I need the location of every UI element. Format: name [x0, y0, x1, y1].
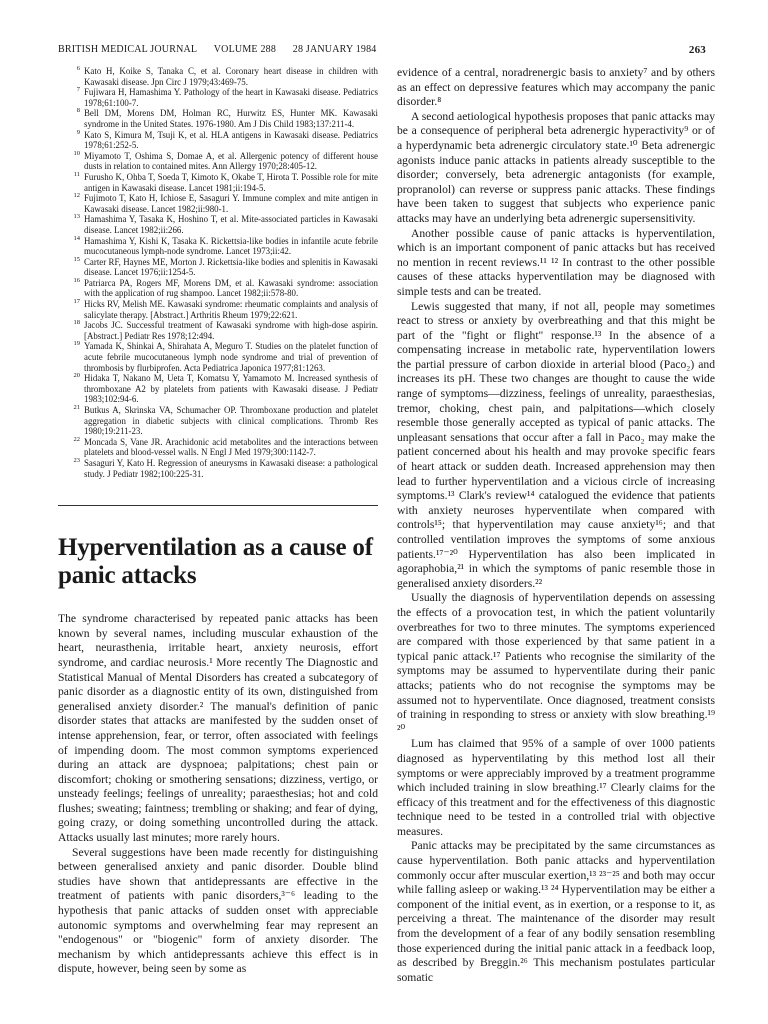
reference-item [58, 373, 378, 405]
reference-text: Miyamoto T, Oshima S, Domae A, et al. Allergenic potency of different house dusts in relation to contained mites. Ann Allergy 1970;28:405-12. [84, 150, 378, 172]
reference-number: 12 [73, 192, 80, 200]
page-number: 263 [688, 44, 706, 56]
reference-item [58, 236, 378, 257]
reference-number: 19 [73, 340, 80, 348]
issue-date: 28 JANUARY 1984 [292, 44, 377, 55]
reference-item [58, 458, 378, 479]
reference-number: 13 [73, 213, 80, 221]
body-paragraph: Panic attacks may be precipitated by the same circumstances as cause hyperventilation. Both panic attacks and hyperventilation commonly occur after muscular exertion,¹³ ²³⁻²⁵ and both may occur while falling asleep or waking.¹³ ²⁴ Hyperventilation may be either a component of the initial event, as in exertion, or a response to it, as perceiving a threat. The maintenance of the disorder may result from the development of a fear of any bodily sensation resembling those experienced during the initial panic attack in a feedback loop, as described by Breggin.²⁶ This mechanism postulates particular somatic [397, 839, 715, 984]
reference-text: Yamada K, Shinkai A, Shirahata A, Meguro T. Studies on the platelet function of acute febrile mucocutaneous lymph node syndrome and trial of prevention of thrombosis by flurbiprofen. Acta Pediatrica Japonica 1977;81:1263. [84, 341, 378, 373]
reference-item [58, 130, 378, 151]
reference-number: 23 [73, 456, 80, 464]
header-left [58, 44, 391, 55]
left-column [58, 66, 378, 977]
reference-item [58, 87, 378, 108]
reference-item [58, 151, 378, 172]
reference-text: Hicks RV, Melish ME. Kawasaki syndrome: rheumatic complaints and analysis of salicylate therapy. [Abstract.] Arthritis Rheum 1979;22:621. [84, 299, 378, 320]
reference-item [58, 66, 378, 87]
reference-text: Bell DM, Morens DM, Holman RC, Hurwitz ES, Hunter MK. Kawasaki syndrome in the United States. 1976-1980. Am J Dis Child 1983;137:211-4. [84, 108, 378, 129]
reference-item [58, 437, 378, 458]
reference-number: 8 [76, 107, 80, 115]
article-body-right [397, 66, 715, 985]
reference-text: Moncada S, Vane JR. Arachidonic acid metabolites and the interactions between platelets and blood-vessel walls. N Engl J Med 1979;300:1142-7. [84, 436, 378, 458]
body-paragraph: Several suggestions have been made recently for distinguishing between generalised anxiety and panic disorder. Double blind studies have shown that antidepressants are effective in the treatment of patients with panic disorders,³⁻⁶ leading to the hypothesis that panic attacks of sudden onset with appreciable autonomic symptoms and overwhelming fear may represent an "endogenous" or "biogenic" form of anxiety disorder. The mechanism by which antidepressants achieve this effect is in dispute, however, being seen by some as [58, 845, 378, 976]
reference-text: Hidaka T, Nakano M, Ueta T, Komatsu Y, Yamamoto M. Increased synthesis of thromboxane A2 by platelets from patients with Kawasaki disease. J Pediatr 1983;102:94-6. [84, 373, 378, 405]
reference-item [58, 278, 378, 299]
reference-number: 15 [73, 255, 80, 263]
reference-text: Kato H, Koike S, Tanaka C, et al. Coronary heart disease in children with Kawasaki disease. Jpn Circ J 1979;43:469-75. [84, 66, 378, 87]
reference-number: 21 [73, 404, 80, 411]
reference-number: 20 [73, 372, 80, 380]
reference-item [58, 405, 378, 437]
reference-text: Hamashima Y, Tasaka K, Hoshino T, et al. Mite-associated particles in Kawasaki disease. Lancet 1982;ii:266. [84, 214, 378, 235]
reference-item [58, 320, 378, 341]
reference-text: Sasaguri Y, Kato H. Regression of aneurysms in Kawasaki disease: a pathological study. J Pediatr 1982;100:225-31. [84, 457, 378, 479]
reference-number: 17 [73, 298, 80, 306]
reference-number: 9 [76, 128, 80, 136]
reference-item [58, 172, 378, 193]
article-title: Hyperventilation as a cause of panic attacks [58, 534, 373, 590]
reference-list [58, 66, 378, 479]
volume: VOLUME 288 [213, 44, 277, 55]
reference-number: 10 [73, 149, 80, 157]
reference-text: Carter RF, Haynes ME, Morton J. Rickettsia-like bodies and splenitis in Kawasaki disease. Lancet 1976;ii:1254-5. [84, 256, 378, 278]
section-divider [58, 505, 378, 506]
reference-item [58, 341, 378, 373]
body-paragraph: Lewis suggested that many, if not all, people may sometimes react to stress or anxiety by overbreathing and that this might be part of the "fight or flight" response.¹³ In the absence of a compensating increase in metabolic rate, hyperventilation lowers the partial pressure of carbon dioxide in arterial blood (Paco₂) and increases its pH. These two changes are thought to cause the wide range of symptoms—dizziness, feelings of unreality, paraesthesias, tremor, choking, chest pain, and palpitations—which closely resemble those generally accepted as typical of panic attacks. The unpleasant sensations that occur after a fall in Paco₂ may make the patient concerned about his health and may provoke specific fears of heart attack or sudden death. Increased apprehension may then lead to further hyperventilation and a vicious circle of increasing symptoms.¹³ Clark's review¹⁴ catalogued the evidence that patients with anxiety neuroses hyperventilate when compared with controls¹⁵; that hyperventilation may cause anxiety¹⁶; and that controlled ventilation improves the symptoms of some anxious patients.¹⁷⁻²⁰ Hyperventilation has also been implicated in agoraphobia,²¹ in which the symptoms of panic resemble those in generalised anxiety disorders.²² [397, 299, 715, 590]
reference-text: Furusho K, Ohba T, Soeda T, Kimoto K, Okabe T, Hirota T. Possible role for mite antigen in Kawasaki disease. Lancet 1981;ii:194-5. [84, 171, 378, 193]
reference-text: Fujimoto T, Kato H, Ichiose E, Sasaguri Y. Immune complex and mite antigen in Kawasaki disease. Lancet 1982;ii:980-1. [84, 193, 378, 214]
body-paragraph: A second aetiological hypothesis proposes that panic attacks may be a consequence of peripheral beta adrenergic hyperactivity⁹ or of a hyperdynamic beta adrenergic circulatory state.¹⁰ Beta adrenergic agonists induce panic attacks in patients already susceptible to the disorder; conversely, beta adrenergic antagonists (for example, propranolol) can reverse or suppress panic attacks. These findings have been taken to suggest that subjects who experience panic attacks may have an underlying beta adrenergic supersensitivity. [397, 109, 715, 225]
reference-number: 7 [76, 86, 80, 94]
body-paragraph: evidence of a central, noradrenergic basis to anxiety⁷ and by others as an effect on depressive features which may accompany the panic disorder.⁸ [397, 66, 715, 109]
reference-text: Fujiwara H, Hamashima Y. Pathology of the heart in Kawasaki disease. Pediatrics 1978;61:100-7. [84, 87, 378, 108]
body-paragraph: Lum has claimed that 95% of a sample of over 1000 patients diagnosed as hyperventilating by this method lost all their symptoms or were appreciably improved by a treatment programme which included training in slow breathing.¹⁷ Clearly claims for the efficacy of this treatment and for the effectiveness of this diagnostic technique need to be tested in a controlled trial with objective measures. [397, 737, 715, 838]
reference-item [58, 299, 378, 320]
body-paragraph: The syndrome characterised by repeated panic attacks has been known by several names, including muscular exhaustion of the heart, neurasthenia, irritable heart, anxiety neurosis, effort syndrome, and cardiac neurosis.¹ More recently The Diagnostic and Statistical Manual of Mental Disorders has created a subcategory of panic disorder as a diagnostic entity of its own, distinguished from generalised anxiety disorder.² The manual's definition of panic disorder states that attacks are manifested by the sudden onset of intense apprehension, fear, or terror, often associated with feelings of impending doom. The most common symptoms experienced during an attack are dyspnoea; palpitations; chest pain or discomfort; choking or smothering sensations; dizziness, vertigo, or unsteady feelings; feelings of unreality; paraesthesias; hot and cold flushes; sweating; faintness; trembling or shaking; and fear of dying, going crazy, or doing something uncontrolled during the attack. Attacks usually last minutes; more rarely hours. [58, 612, 378, 845]
running-header [58, 44, 706, 58]
reference-text: Hamashima Y, Kishi K, Tasaka K. Rickettsia-like bodies in infantile acute febrile mucocutaneous lymph-node syndrome. Lancet 1973;ii:42. [84, 235, 378, 257]
reference-number: 18 [73, 319, 80, 327]
body-paragraph: Usually the diagnosis of hyperventilation depends on assessing the effects of a provocation test, in which the patient voluntarily overbreathes for two to three minutes. The symptoms experienced are compared with those experienced by that same patient in a typical panic attack.¹⁷ Patients who recognise the similarity of the symptoms may be assumed to hyperventilate during their panic attacks; patients who do not recognise the symptoms may be assumed not to hyperventilate. Once diagnosed, treatment consists of training in responding to stress or anxiety with slow breathing.¹⁹ ²⁰ [397, 591, 715, 736]
reference-text: Butkus A, Skrinska VA, Schumacher OP. Thromboxane production and platelet aggregation in diabetic subjects with clinical complications. Thromb Res 1980;19:211-23. [84, 405, 378, 437]
reference-text: Kato S, Kimura M, Tsuji K, et al. HLA antigens in Kawasaki disease. Pediatrics 1978;61:252-5. [84, 129, 378, 151]
reference-number: 6 [76, 65, 80, 72]
reference-item [58, 193, 378, 214]
reference-number: 22 [73, 435, 80, 443]
right-column [397, 66, 715, 985]
reference-text: Jacobs JC. Successful treatment of Kawasaki syndrome with high-dose aspirin. [Abstract.] Pediatr Res 1978;12:494. [84, 320, 378, 341]
reference-text: Patriarca PA, Rogers MF, Morens DM, et al. Kawasaki syndrome: association with the application of rug shampoo. Lancet 1982;ii:578-80. [84, 277, 378, 299]
article-body-left [58, 612, 378, 977]
reference-item [58, 214, 378, 235]
reference-item [58, 108, 378, 129]
reference-number: 16 [73, 276, 80, 284]
reference-number: 14 [73, 234, 80, 242]
journal-name: BRITISH MEDICAL JOURNAL [58, 44, 198, 55]
reference-item [58, 257, 378, 278]
body-paragraph: Another possible cause of panic attacks is hyperventilation, which is an important component of panic attacks but has received no mention in recent reviews.¹¹ ¹² In contrast to the other possible causes of these attacks hyperventilation may be diagnosed with simple tests and can be treated. [397, 226, 715, 298]
reference-number: 11 [73, 170, 80, 178]
